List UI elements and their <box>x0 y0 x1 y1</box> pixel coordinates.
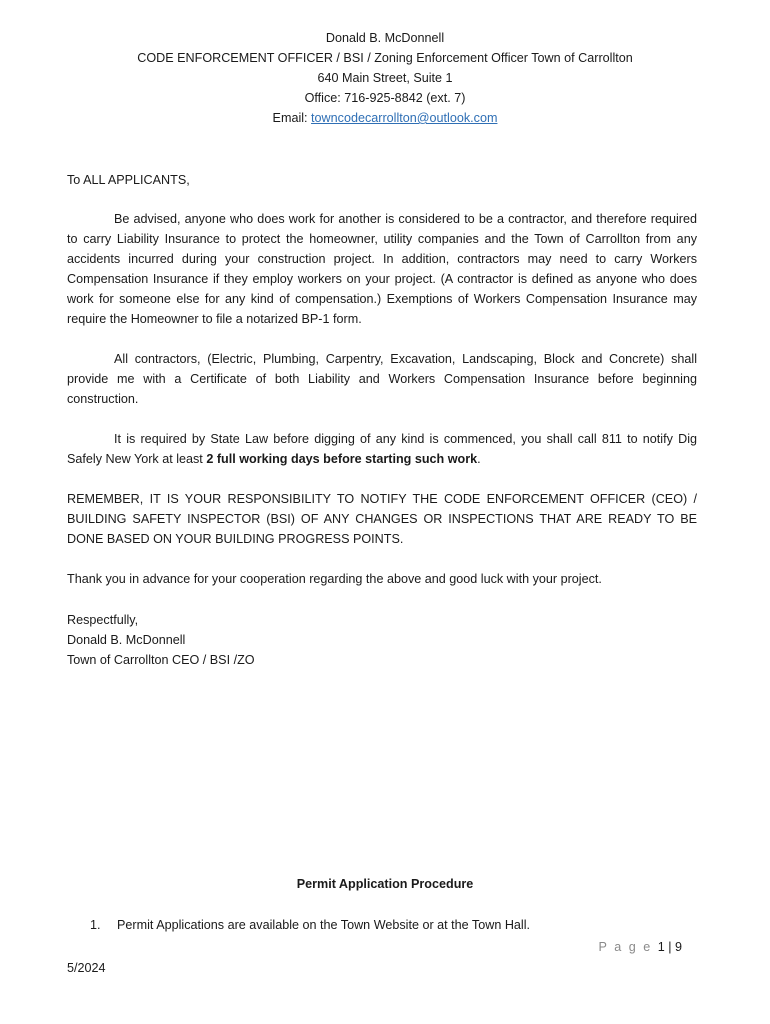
list-item <box>90 915 690 935</box>
paragraph-contractor-insurance: Be advised, anyone who does work for another is considered to be a contractor, and therefore required to carry Liability Insurance to protect the homeowner, utility companies and the Town of Carrollton from any accidents incurred during your construction project. In addition, contractors may need to carry Workers Compensation Insurance if they employ workers on your project. (A contractor is defined as anyone who does work for someone else for any kind of compensation.) Exemptions of Workers Compensation Insurance may require the Homeowner to file a notarized BP-1 form. <box>67 212 697 326</box>
office-phone: Office: 716-925-8842 (ext. 7) <box>304 91 466 105</box>
page-count: 1 | 9 <box>657 940 682 954</box>
closing: Respectfully, <box>67 613 139 627</box>
dig-safely-emphasis: 2 full working days before starting such work <box>206 452 478 466</box>
page-number <box>599 937 682 957</box>
signer-title: Town of Carrollton CEO / BSI /ZO <box>67 653 255 667</box>
signer-name: Donald B. McDonnell <box>67 633 186 647</box>
list-item-text: Permit Applications are available on the Town Website or at the Town Hall. <box>117 918 531 932</box>
email-link[interactable]: towncodecarrollton@outlook.com <box>311 111 498 125</box>
paragraph-certificates: All contractors, (Electric, Plumbing, Carpentry, Excavation, Landscaping, Block and Concrete) shall provide me with a Certificate of both Liability and Workers Compensation Insurance before beginning construction. <box>67 352 697 406</box>
dig-safely-text: It is required by State Law before digging of any kind is commenced, you shall call 811 to notify Dig Safely New York at least <box>67 432 697 466</box>
letterhead <box>0 28 770 128</box>
section-title: Permit Application Procedure <box>296 877 474 891</box>
salutation: To ALL APPLICANTS, <box>67 173 190 187</box>
dig-safely-end: . <box>477 452 481 466</box>
officer-name: Donald B. McDonnell <box>325 31 445 45</box>
list-item-number: 1. <box>90 918 101 932</box>
office-address: 640 Main Street, Suite 1 <box>317 71 453 85</box>
officer-title: CODE ENFORCEMENT OFFICER / BSI / Zoning Enforcement Officer Town of Carrollton <box>137 51 633 65</box>
paragraph-thanks: Thank you in advance for your cooperation regarding the above and good luck with your project. <box>67 572 602 586</box>
page-label: P a g e <box>598 940 658 954</box>
signature-block <box>67 610 697 670</box>
email-line <box>0 108 770 128</box>
paragraph-dig-safely <box>67 429 697 469</box>
footer-date: 5/2024 <box>67 961 106 975</box>
paragraph-remember: REMEMBER, IT IS YOUR RESPONSIBILITY TO NOTIFY THE CODE ENFORCEMENT OFFICER (CEO) / BUILDING SAFETY INSPECTOR (BSI) OF ANY CHANGES OR INSPECTIONS THAT ARE READY TO BE DONE BASED ON YOUR BUILDING PROGRESS POINTS. <box>67 492 697 546</box>
email-label: Email: <box>272 111 312 125</box>
